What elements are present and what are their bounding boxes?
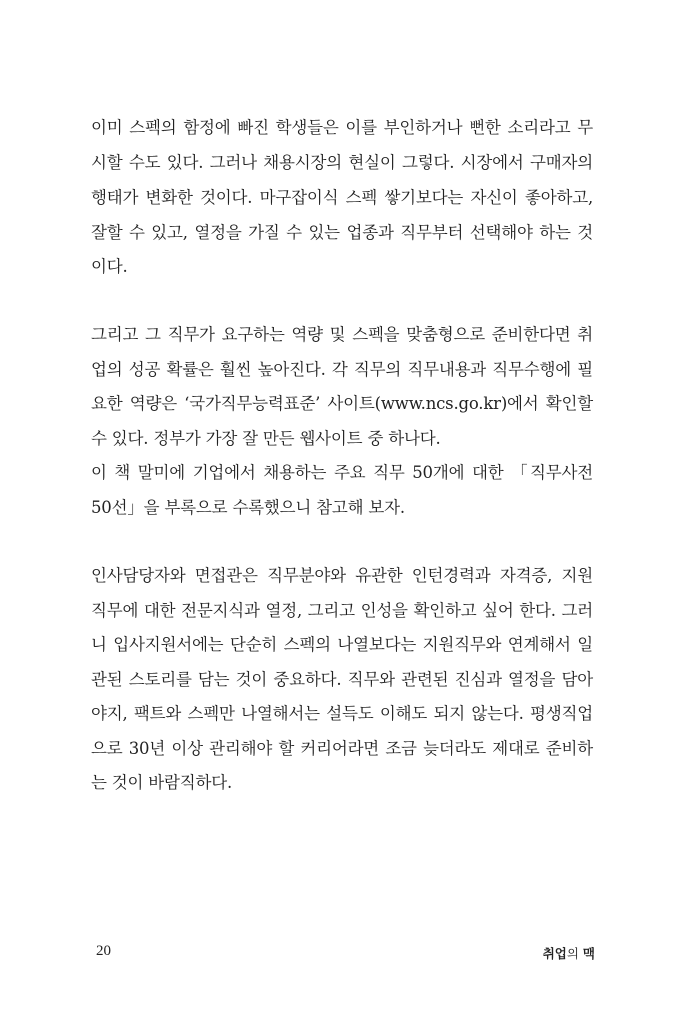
body-line: 는 것이 바람직하다. [91, 773, 233, 792]
page-number: 20 [96, 943, 111, 959]
body-line: 시할 수도 있다. 그러나 채용시장의 현실이 그렇다. 시장에서 구매자의 [91, 153, 593, 172]
body-line: 요한 역량은 ‘국가직무능력표준’ 사이트(www.ncs.go.kr)에서 확인할 [91, 394, 593, 413]
body-line: 야지, 팩트와 스펙만 나열해서는 설득도 이해도 되지 않는다. 평생직업 [91, 704, 593, 723]
body-line: 직무에 대한 전문지식과 열정, 그리고 인성을 확인하고 싶어 한다. 그러 [91, 601, 593, 620]
body-line: 이 책 말미에 기업에서 채용하는 주요 직무 50개에 대한 「직무사전 [91, 463, 593, 482]
body-line: 업의 성공 확률은 훨씬 높아진다. 각 직무의 직무내용과 직무수행에 필 [91, 360, 593, 379]
body-line: 수 있다. 정부가 가장 잘 만든 웹사이트 중 하나다. [91, 429, 441, 448]
body-line: 행태가 변화한 것이다. 마구잡이식 스펙 쌓기보다는 자신이 좋아하고, [91, 188, 593, 207]
running-title-part: 의 [566, 946, 583, 961]
body-line: 니 입사지원서에는 단순히 스펙의 나열보다는 지원직무와 연계해서 일 [91, 635, 593, 654]
body-line: 이미 스펙의 함정에 빠진 학생들은 이를 부인하거나 뻔한 소리라고 무 [91, 118, 593, 137]
body-line: 이다. [91, 257, 128, 276]
running-title [543, 944, 595, 962]
body-line: 50선」을 부록으로 수록했으니 참고해 보자. [91, 498, 405, 517]
running-title-part: 취업 [542, 946, 567, 961]
body-line: 으로 30년 이상 관리해야 할 커리어라면 조금 늦더라도 제대로 준비하 [91, 739, 593, 758]
body-line: 잘할 수 있고, 열정을 가질 수 있는 업종과 직무부터 선택해야 하는 것 [91, 223, 593, 242]
body-line: 인사담당자와 면접관은 직무분야와 유관한 인턴경력과 자격증, 지원 [91, 566, 593, 585]
running-title-part: 맥 [582, 946, 595, 961]
body-line: 그리고 그 직무가 요구하는 역량 및 스펙을 맞춤형으로 준비한다면 취 [91, 325, 593, 344]
body-line: 관된 스토리를 담는 것이 중요하다. 직무와 관련된 진심과 열정을 담아 [91, 670, 594, 689]
